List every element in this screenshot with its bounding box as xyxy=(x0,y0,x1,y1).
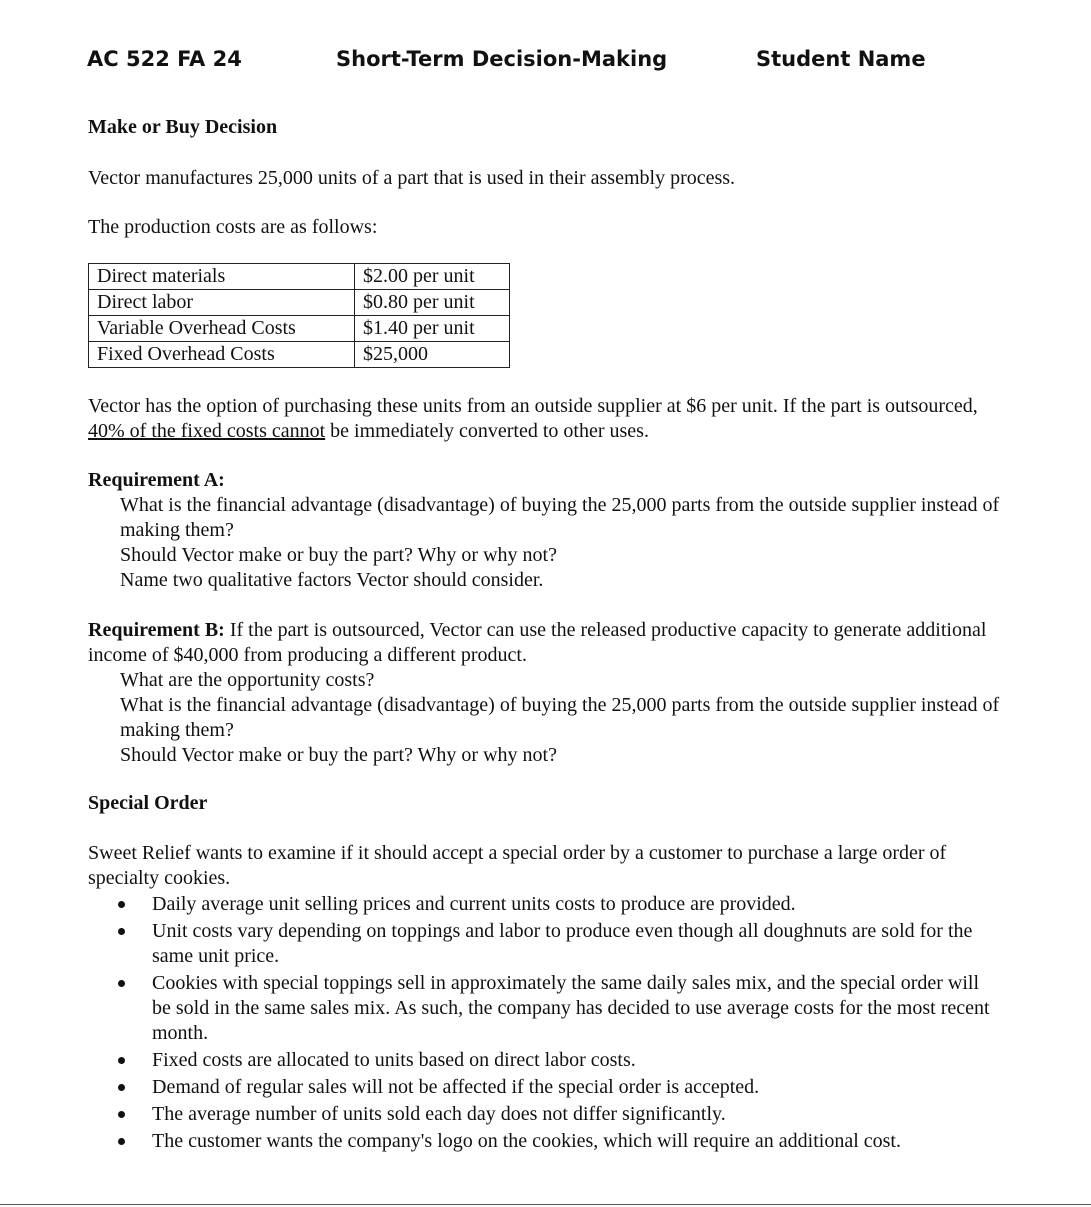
cost-label: Variable Overhead Costs xyxy=(89,316,355,342)
bullet-icon xyxy=(118,980,125,987)
outsourcing-option-paragraph xyxy=(88,394,1008,444)
list-item xyxy=(88,1075,998,1100)
bullet-icon xyxy=(118,1084,125,1091)
cost-value: $0.80 per unit xyxy=(355,290,510,316)
list-item xyxy=(88,1102,998,1127)
table-row xyxy=(89,342,510,368)
bullet-text: The customer wants the company's logo on the cookies, which will require an additional cost. xyxy=(152,1130,901,1152)
list-item xyxy=(88,1129,998,1154)
bullet-text: Demand of regular sales will not be affected if the special order is accepted. xyxy=(152,1076,760,1098)
list-item xyxy=(88,919,998,969)
bullet-text: Daily average unit selling prices and current units costs to produce are provided. xyxy=(152,893,796,915)
bullet-text: Unit costs vary depending on toppings and labor to produce even though all doughnuts are sold for the same unit price. xyxy=(152,920,973,967)
cost-value: $2.00 per unit xyxy=(355,264,510,290)
requirement-a-question-1: What is the financial advantage (disadvantage) of buying the 25,000 parts from the outside supplier instead of making them? xyxy=(120,494,1000,541)
option-text-start: Vector has the option of purchasing these units from an outside supplier at $6 per unit. If the part is outsourced, xyxy=(88,395,978,417)
list-item xyxy=(88,892,998,917)
bullet-icon xyxy=(118,1057,125,1064)
option-underlined-text: 40% of the fixed costs cannot xyxy=(88,420,326,442)
requirement-a-label: Requirement A: xyxy=(88,469,225,491)
requirement-b-label: Requirement B: xyxy=(88,619,225,641)
requirement-b-text: If the part is outsourced, Vector can use the released productive capacity to generate additional income of $40,000 from producing a different product. xyxy=(88,619,987,666)
table-row xyxy=(89,316,510,342)
bottom-divider xyxy=(0,1204,1091,1205)
special-order-bullet-list xyxy=(88,892,998,1156)
make-or-buy-heading: Make or Buy Decision xyxy=(88,116,278,138)
cost-value: $25,000 xyxy=(355,342,510,368)
requirement-b-intro xyxy=(88,618,1008,668)
requirement-b xyxy=(88,618,1008,768)
requirement-b-question-1: What are the opportunity costs? xyxy=(120,669,375,691)
requirement-b-question-2: What is the financial advantage (disadvantage) of buying the 25,000 parts from the outside supplier instead of making them? xyxy=(120,694,1000,741)
special-order-intro: Sweet Relief wants to examine if it should accept a special order by a customer to purchase a large order of specialty cookies. xyxy=(88,842,947,889)
student-name: Student Name xyxy=(756,47,926,71)
requirement-b-question-3: Should Vector make or buy the part? Why or why not? xyxy=(120,744,557,766)
course-code: AC 522 FA 24 xyxy=(87,47,242,71)
requirement-a-question-2: Should Vector make or buy the part? Why or why not? xyxy=(120,544,557,566)
requirement-a xyxy=(88,468,1008,593)
costs-intro: The production costs are as follows: xyxy=(88,216,378,238)
cost-label: Direct materials xyxy=(89,264,355,290)
page-header xyxy=(0,47,1091,77)
table-row xyxy=(89,290,510,316)
table-row xyxy=(89,264,510,290)
option-text-end: be immediately converted to other uses. xyxy=(325,420,649,442)
cost-value: $1.40 per unit xyxy=(355,316,510,342)
bullet-icon xyxy=(118,901,125,908)
bullet-text: The average number of units sold each day does not differ significantly. xyxy=(152,1103,726,1125)
cost-label: Direct labor xyxy=(89,290,355,316)
production-costs-table xyxy=(88,263,510,368)
requirement-a-question-3: Name two qualitative factors Vector should consider. xyxy=(120,569,544,591)
list-item xyxy=(88,1048,998,1073)
bullet-icon xyxy=(118,1111,125,1118)
bullet-text: Cookies with special toppings sell in approximately the same daily sales mix, and the special order will be sold in the same sales mix. As such, the company has decided to use average costs for the most recent month. xyxy=(152,972,990,1044)
bullet-icon xyxy=(118,928,125,935)
make-or-buy-intro: Vector manufactures 25,000 units of a part that is used in their assembly process. xyxy=(88,167,736,189)
list-item xyxy=(88,971,998,1046)
bullet-icon xyxy=(118,1138,125,1145)
cost-label: Fixed Overhead Costs xyxy=(89,342,355,368)
document-title: Short-Term Decision-Making xyxy=(336,47,668,71)
special-order-heading: Special Order xyxy=(88,792,208,814)
bullet-text: Fixed costs are allocated to units based on direct labor costs. xyxy=(152,1049,636,1071)
